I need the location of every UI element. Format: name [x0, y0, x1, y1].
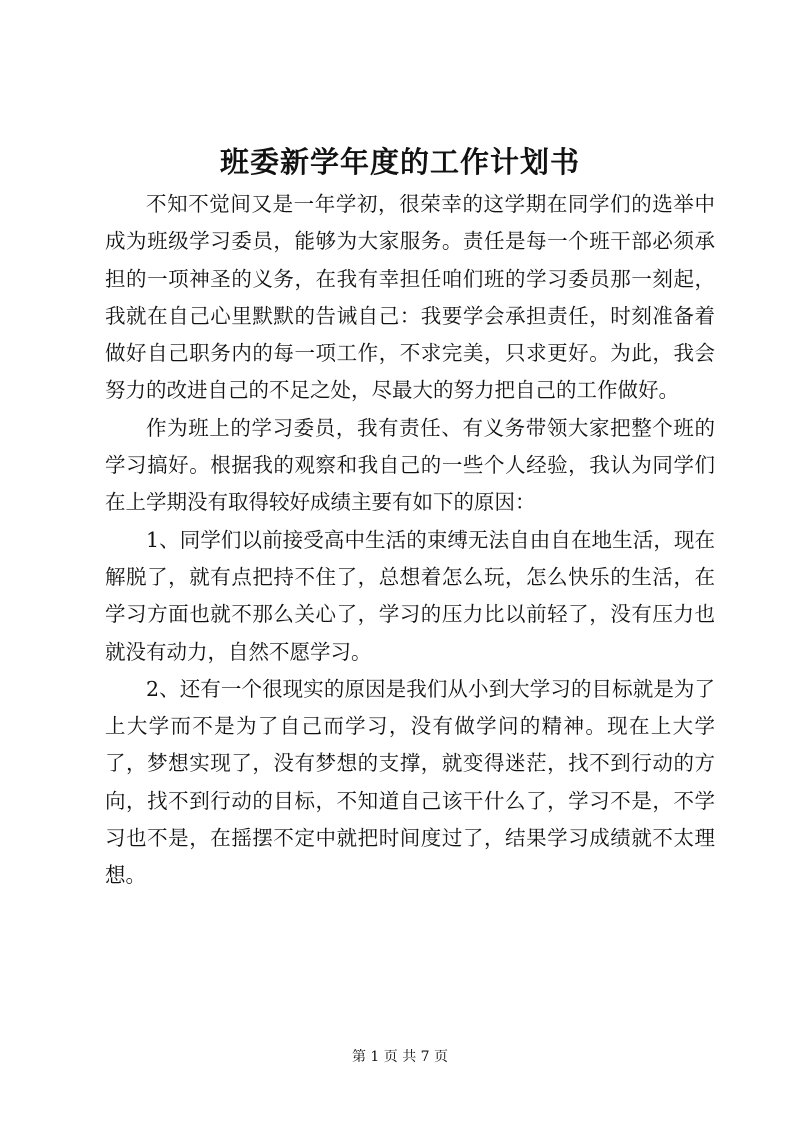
paragraph-reason-1: 1、同学们以前接受高中生活的束缚无法自由自在地生活，现在解脱了，就有点把持不住了，总想着怎么玩，怎么快乐的生活，在学习方面也就不那么关心了，学习的压力比以前轻了，没有压力也就没有动力，自然不愿学习。: [105, 527, 715, 664]
paragraph-reason-2: 2、还有一个很现实的原因是我们从小到大学习的目标就是为了上大学而不是为了自己而学习，没有做学问的精神。现在上大学了，梦想实现了，没有梦想的支撑，就变得迷茫，找不到行动的方向，找不到行动的目标，不知道自己该干什么了，学习不是，不学习也不是，在摇摆不定中就把时间度过了，结果学习成绩就不太理想。: [105, 676, 715, 888]
document-body: [105, 186, 715, 895]
page-number-footer: 第 1 页 共 7 页: [351, 1049, 449, 1065]
paragraph-intro: 不知不觉间又是一年学初，很荣幸的这学期在同学们的选举中成为班级学习委员，能够为大家服务。责任是每一个班干部必须承担的一项神圣的义务，在我有幸担任咱们班的学习委员那一刻起，我就在自己心里默默的告诫自己：我要学会承担责任，时刻准备着做好自己职务内的每一项工作，不求完美，只求更好。为此，我会努力的改进自己的不足之处，尽最大的努力把自己的工作做好。: [105, 192, 715, 403]
document-title: 班委新学年度的工作计划书: [219, 145, 580, 179]
paragraph-responsibility: 作为班上的学习委员，我有责任、有义务带领大家把整个班的学习搞好。根据我的观察和我自己的一些个人经验，我认为同学们在上学期没有取得较好成绩主要有如下的原因：: [105, 415, 715, 515]
